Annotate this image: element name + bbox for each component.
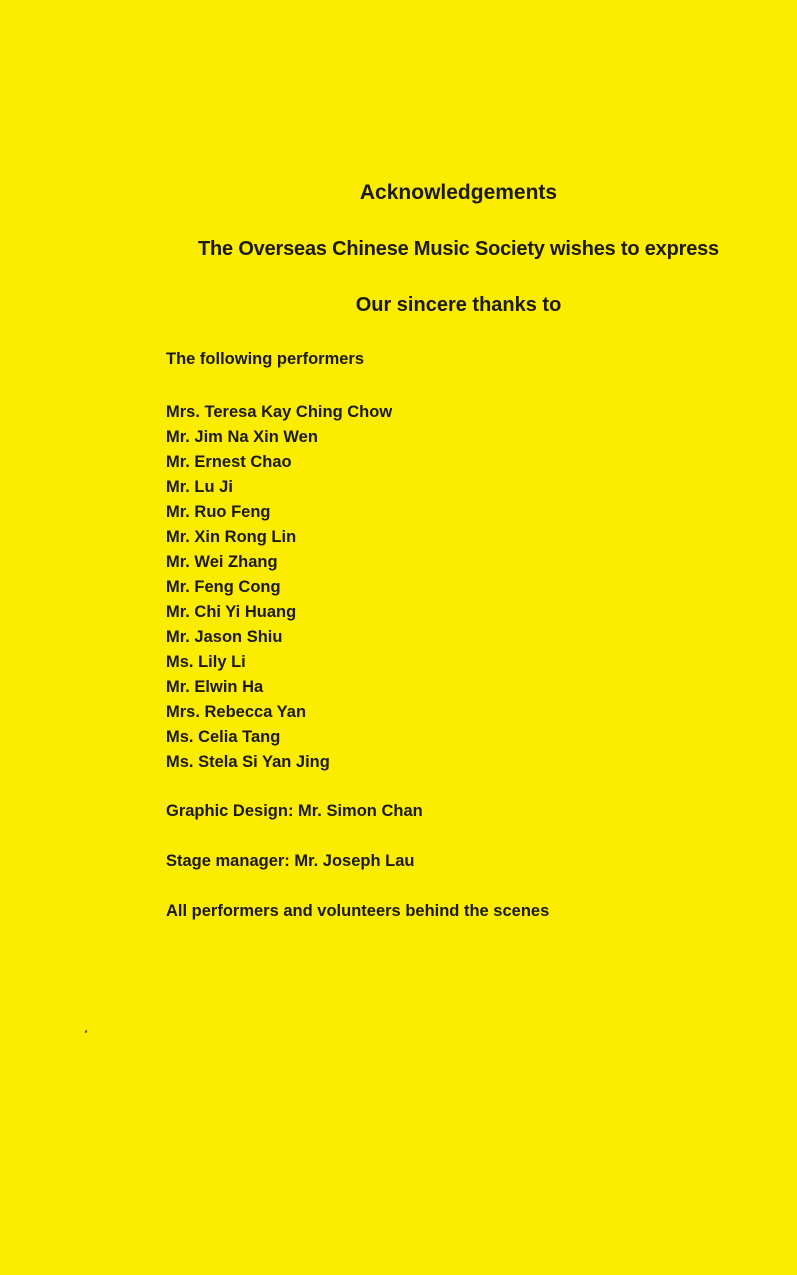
- list-item: Mr. Jim Na Xin Wen: [166, 428, 318, 446]
- subtitle-line-1: The Overseas Chinese Music Society wishes to express: [198, 238, 719, 260]
- list-item: Mrs. Teresa Kay Ching Chow: [166, 403, 393, 421]
- list-item: Mr. Lu Ji: [166, 478, 233, 496]
- closing-thanks: All performers and volunteers behind the scenes: [166, 902, 550, 920]
- list-item: Mrs. Rebecca Yan: [166, 703, 307, 721]
- graphic-design-credit: Graphic Design: Mr. Simon Chan: [166, 802, 423, 820]
- list-item: Ms. Lily Li: [166, 653, 246, 671]
- list-item: Mr. Wei Zhang: [166, 553, 278, 571]
- subtitle-line-2: Our sincere thanks to: [355, 294, 562, 316]
- list-item: Mr. Ruo Feng: [166, 503, 271, 521]
- performers-intro: The following performers: [166, 350, 365, 368]
- list-item: Mr. Elwin Ha: [166, 678, 264, 696]
- list-item: Ms. Celia Tang: [166, 728, 281, 746]
- list-item: Mr. Chi Yi Huang: [166, 603, 297, 621]
- list-item: Mr. Xin Rong Lin: [166, 528, 297, 546]
- page-title: Acknowledgements: [359, 181, 558, 204]
- performer-list: [166, 401, 392, 776]
- list-item: Ms. Stela Si Yan Jing: [166, 753, 330, 771]
- list-item: Mr. Jason Shiu: [166, 628, 283, 646]
- paper-speck: [84, 1030, 87, 1034]
- stage-manager-credit: Stage manager: Mr. Joseph Lau: [166, 852, 415, 870]
- list-item: Mr. Ernest Chao: [166, 453, 292, 471]
- list-item: Mr. Feng Cong: [166, 578, 281, 596]
